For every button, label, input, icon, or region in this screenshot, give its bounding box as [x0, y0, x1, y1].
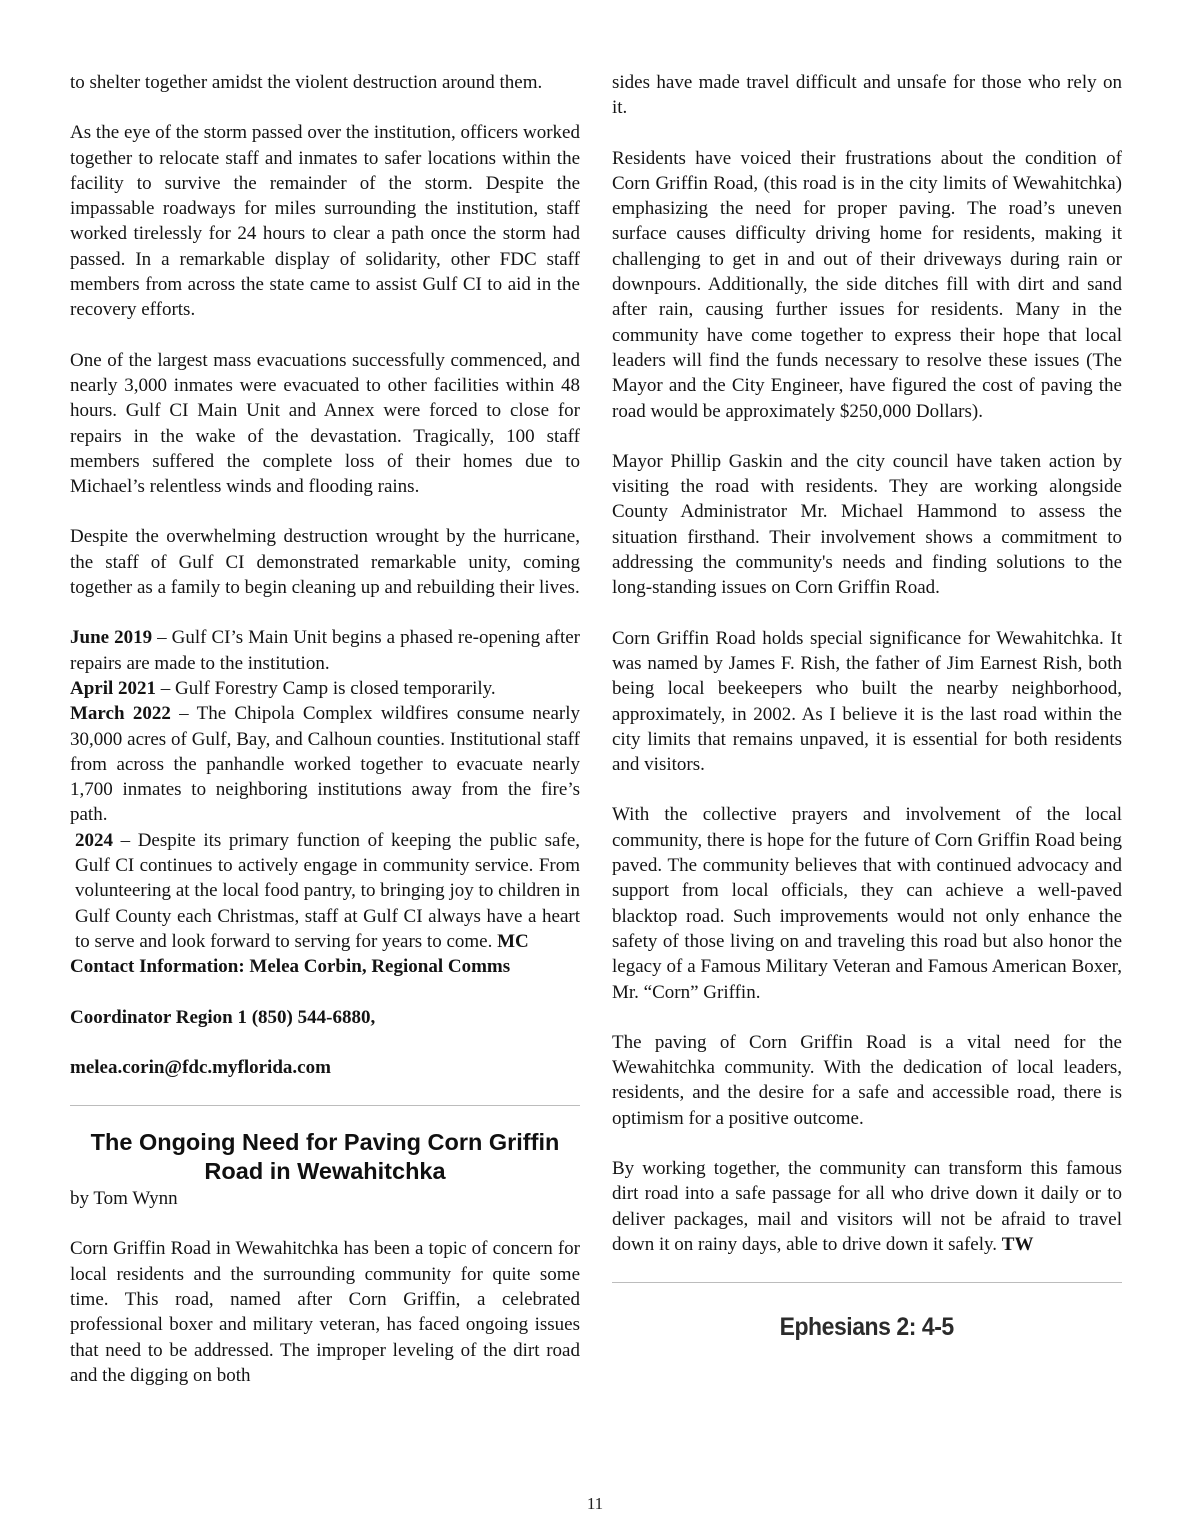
body-paragraph: sides have made travel difficult and unsafe for those who rely on it.	[612, 72, 1122, 119]
body-paragraph: to shelter together amidst the violent destruction around them.	[70, 72, 543, 93]
body-paragraph: Despite the overwhelming destruction wrought by the hurricane, the staff of Gulf CI demonstrated remarkable unity, coming together as a family to begin cleaning up and rebuilding their lives.	[70, 526, 580, 599]
left-column	[70, 70, 580, 1413]
body-paragraph: Mayor Phillip Gaskin and the city council have taken action by visiting the road with residents. They are working alongside County Administrator Mr. Michael Hammond to assess the situation firsthand. Their involvement shows a commitment to addressing the community's needs and finding solutions to the long-standing issues on Corn Griffin Road.	[612, 450, 1122, 599]
section-divider	[70, 1105, 580, 1106]
body-paragraph: As the eye of the storm passed over the institution, officers worked together to relocate staff and inmates to safer locations within the facility to survive the remainder of the storm. Despite the impassable roadways for miles surrounding the institution, staff worked tirelessly for 24 hours to clear a path once the storm had passed. In a remarkable display of solidarity, other FDC staff members from across the state came to assist Gulf CI to aid in the recovery efforts.	[70, 122, 580, 321]
timeline-entry	[70, 676, 580, 701]
body-paragraph: Residents have voiced their frustrations about the condition of Corn Griffin Road, (this road is in the city limits of Wewahitchka) emphasizing the need for proper paving. The road’s uneven surface causes difficulty driving home for residents, making it challenging to get in and out of their driveways during rain or downpours. Additionally, the side ditches fill with dirt and sand after rain, causing further issues for residents. Many in the community have come together to express their hope that local leaders will find the funds necessary to resolve these issues (The Mayor and the City Engineer, have figured the cost of paving the road would be approximately $250,000 Dollars).	[612, 147, 1122, 422]
body-paragraph	[612, 1156, 1122, 1257]
body-paragraph: The paving of Corn Griffin Road is a vital need for the Wewahitchka community. With the dedication of local leaders, residents, and the desire for a safe and accessible road, there is optimism for a positive outcome.	[612, 1031, 1122, 1129]
timeline-text: – Gulf CI’s Main Unit begins a phased re-opening after repairs are made to the institution.	[70, 627, 580, 674]
contact-line: melea.corin@fdc.myflorida.com	[70, 1056, 331, 1078]
paragraph-text: By working together, the community can transform this famous dirt road into a safe passage for all who drive down it daily or to deliver packages, mail and visitors will not be afraid to travel down it on rainy days, able to drive down it safely.	[612, 1157, 1122, 1255]
timeline-text: – Despite its primary function of keeping the public safe, Gulf CI continues to actively engage in community service. From volunteering at the local food pantry, to bringing joy to children in Gulf County each Christmas, staff at Gulf CI always have a heart to serve and look forward to serving for years to come.	[75, 829, 581, 952]
timeline-date: March 2022	[70, 703, 171, 725]
body-paragraph: With the collective prayers and involvement of the local community, there is hope for the future of Corn Griffin Road being paved. The community believes that with continued advocacy and support from local officials, they can achieve a well-paved blacktop road. Such improvements would not only enhance the safety of those living on and traveling this road but also honor the legacy of a Famous Military Veteran and Famous American Boxer, Mr. “Corn” Griffin.	[612, 804, 1122, 1003]
body-paragraph: One of the largest mass evacuations successfully commenced, and nearly 3,000 inmates were evacuated to other facilities within 48 hours. Gulf CI Main Unit and Annex were forced to close for repairs in the wake of the devastation. Tragically, 100 staff members suffered the complete loss of their homes due to Michael’s relentless winds and flooding rains.	[70, 349, 580, 498]
right-column	[612, 70, 1122, 1413]
timeline-date: April 2021	[70, 677, 157, 699]
scripture-reference: Ephesians 2: 4-5	[779, 1313, 955, 1342]
timeline-date: June 2019	[70, 627, 153, 649]
scripture-section	[612, 1313, 1122, 1342]
body-paragraph: Corn Griffin Road holds special significance for Wewahitchka. It was named by James F. Rish, the father of Jim Earnest Rish, both being local beekeepers who built the nearby neighborhood, approximately, in 2002. As I believe it is the last road within the city limits that remains unpaved, it is essential for both residents and visitors.	[612, 627, 1122, 776]
article-title: The Ongoing Need for Paving Corn Griffin Road in Wewahitchka	[90, 1129, 560, 1185]
contact-line: Contact Information: Melea Corbin, Regional Comms	[70, 956, 511, 978]
section-divider	[612, 1282, 1122, 1283]
timeline-entry	[70, 701, 580, 827]
timeline-entry	[70, 625, 580, 676]
author-initials: MC	[497, 930, 529, 952]
two-column-layout	[70, 70, 1122, 1413]
timeline-entry	[70, 828, 580, 954]
page-number: 11	[586, 1494, 604, 1513]
article-byline: by Tom Wynn	[70, 1188, 178, 1210]
contact-info	[70, 954, 580, 1080]
timeline-date: 2024	[75, 829, 113, 851]
timeline-section	[70, 625, 580, 954]
body-paragraph: Corn Griffin Road in Wewahitchka has been a topic of concern for local residents and the surrounding community for quite some time. This road, named after Corn Griffin, a celebrated professional boxer and military veteran, has faced ongoing issues that need to be addressed. The improper leveling of the dirt road and the digging on both	[70, 1238, 580, 1386]
timeline-text: – Gulf Forestry Camp is closed temporarily.	[160, 677, 496, 699]
timeline-text: – The Chipola Complex wildfires consume nearly 30,000 acres of Gulf, Bay, and Calhoun counties. Institutional staff from across the panhandle worked together to evacuate nearly 1,700 inmates to neighboring institutions away from the fire’s path.	[70, 703, 581, 826]
contact-line: Coordinator Region 1 (850) 544-6880,	[70, 1006, 376, 1028]
author-initials: TW	[1001, 1233, 1034, 1255]
